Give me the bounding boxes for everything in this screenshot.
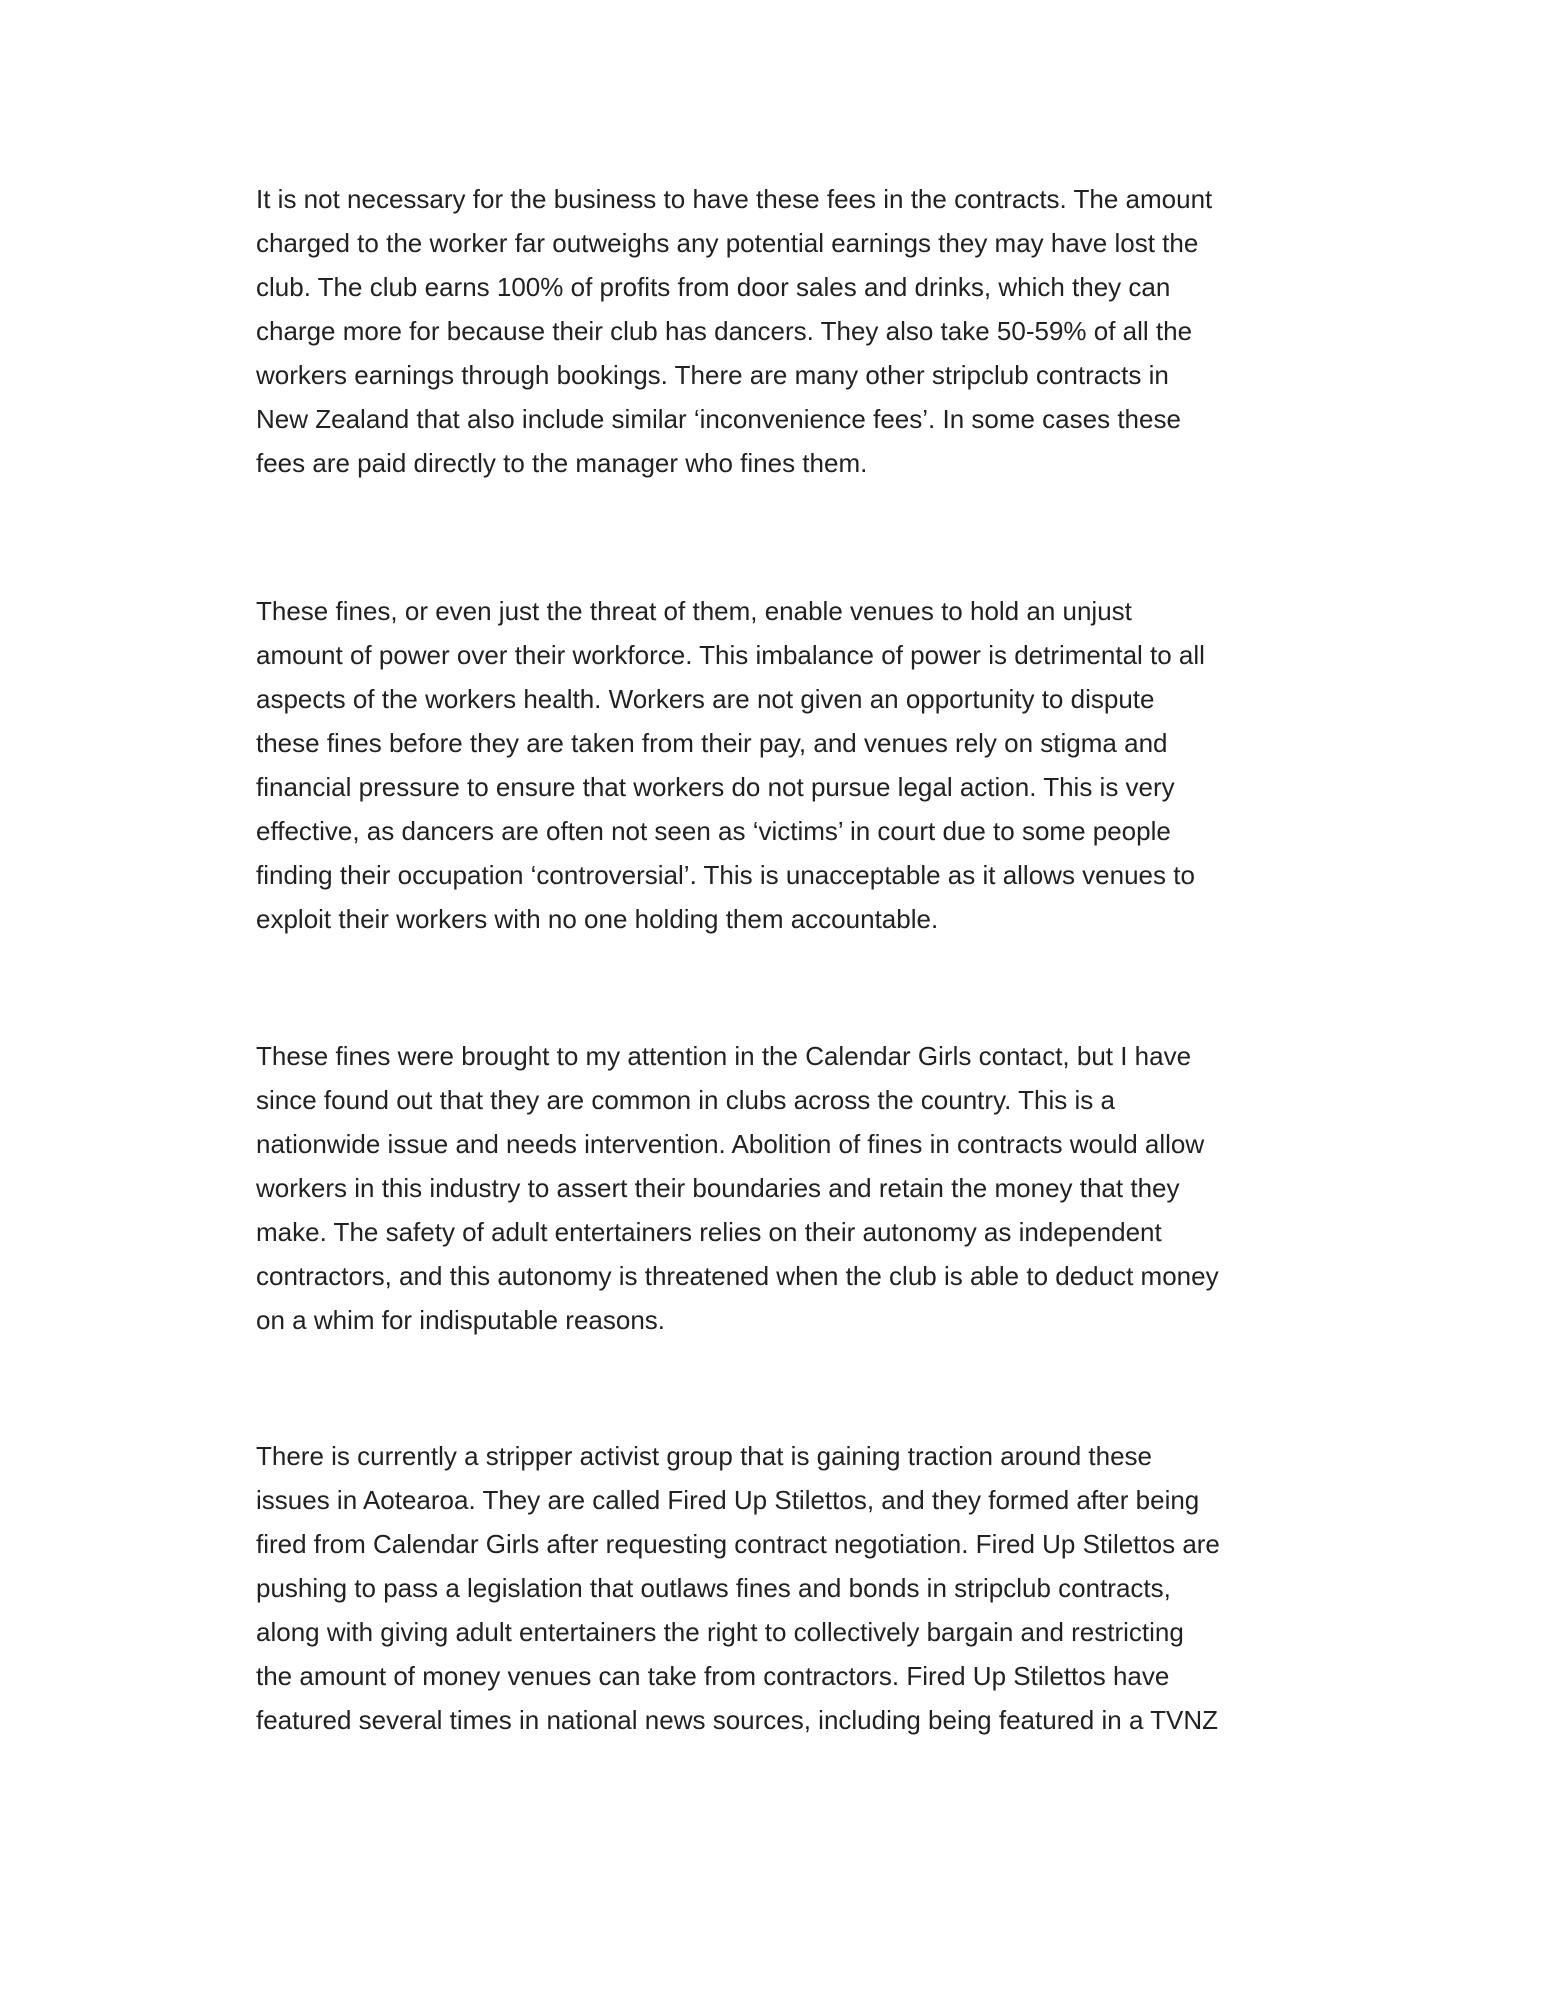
text-line: financial pressure to ensure that workers do not pursue legal action. This is very — [256, 772, 1175, 802]
text-line: the amount of money venues can take from contractors. Fired Up Stilettos have — [256, 1661, 1170, 1691]
text-line: effective, as dancers are often not seen as ‘victims’ in court due to some people — [256, 816, 1171, 846]
paragraph-activist-group — [256, 1434, 1296, 1742]
text-line: nationwide issue and needs intervention. Abolition of fines in contracts would allow — [256, 1129, 1205, 1159]
text-line: contractors, and this autonomy is threatened when the club is able to deduct money — [256, 1261, 1219, 1291]
text-line: fired from Calendar Girls after requesting contract negotiation. Fired Up Stilettos are — [256, 1529, 1220, 1559]
text-line: charged to the worker far outweighs any potential earnings they may have lost the — [256, 228, 1199, 258]
text-line: amount of power over their workforce. This imbalance of power is detrimental to all — [256, 640, 1205, 670]
text-line: on a whim for indisputable reasons. — [256, 1305, 666, 1335]
text-line: featured several times in national news sources, including being featured in a TVNZ — [256, 1705, 1219, 1735]
text-line: make. The safety of adult entertainers relies on their autonomy as independent — [256, 1217, 1162, 1247]
paragraph-inconvenience-fees — [256, 177, 1296, 485]
text-line: since found out that they are common in clubs across the country. This is a — [256, 1085, 1115, 1115]
text-line: exploit their workers with no one holding them accountable. — [256, 904, 939, 934]
text-line: club. The club earns 100% of profits from door sales and drinks, which they can — [256, 272, 1171, 302]
text-line: aspects of the workers health. Workers are not given an opportunity to dispute — [256, 684, 1155, 714]
paragraph-power-imbalance — [256, 589, 1296, 941]
text-line: workers in this industry to assert their boundaries and retain the money that they — [256, 1173, 1180, 1203]
text-line: These fines were brought to my attention in the Calendar Girls contact, but I have — [256, 1041, 1192, 1071]
text-line: along with giving adult entertainers the right to collectively bargain and restricting — [256, 1617, 1184, 1647]
text-line: New Zealand that also include similar ‘inconvenience fees’. In some cases these — [256, 404, 1181, 434]
text-line: finding their occupation ‘controversial’. This is unacceptable as it allows venues to — [256, 860, 1195, 890]
text-line: fees are paid directly to the manager who fines them. — [256, 448, 868, 478]
text-line: There is currently a stripper activist group that is gaining traction around these — [256, 1441, 1153, 1471]
paragraph-nationwide-issue — [256, 1034, 1296, 1342]
text-line: These fines, or even just the threat of them, enable venues to hold an unjust — [256, 596, 1132, 626]
text-line: workers earnings through bookings. There are many other stripclub contracts in — [256, 360, 1169, 390]
text-line: these fines before they are taken from their pay, and venues rely on stigma and — [256, 728, 1168, 758]
text-line: charge more for because their club has dancers. They also take 50-59% of all the — [256, 316, 1193, 346]
text-line: pushing to pass a legislation that outlaws fines and bonds in stripclub contracts, — [256, 1573, 1171, 1603]
text-line: It is not necessary for the business to have these fees in the contracts. The amount — [256, 184, 1213, 214]
text-line: issues in Aotearoa. They are called Fired Up Stilettos, and they formed after being — [256, 1485, 1200, 1515]
